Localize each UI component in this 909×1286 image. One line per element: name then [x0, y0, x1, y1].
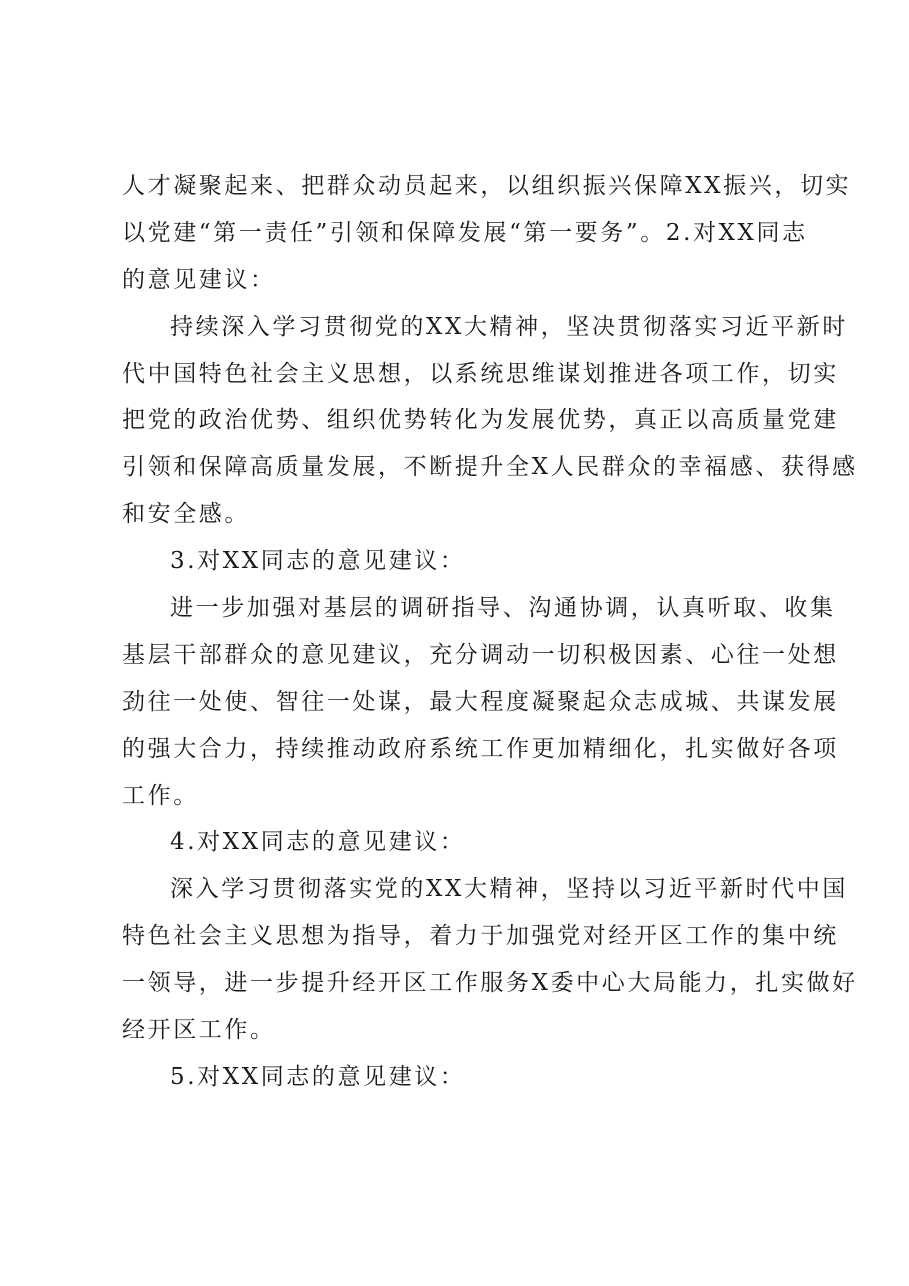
text-line: 以党建“第一责任”引领和保障发展“第一要务”。2.对XX同志 — [122, 219, 808, 246]
text-line: 3.对XX同志的意见建议： — [170, 548, 466, 575]
text-line: 工作。 — [122, 782, 199, 809]
text-line: 特色社会主义思想为指导，着力于加强党对经开区工作的集中统 — [122, 923, 839, 950]
text-line: 持续深入学习贯彻党的XX大精神，坚决贯彻落实习近平新时 — [170, 313, 848, 340]
text-line: 深入学习贯彻落实党的XX大精神，坚持以习近平新时代中国 — [170, 876, 848, 903]
text-line: 的强大合力，持续推动政府系统工作更加精细化，扎实做好各项 — [122, 735, 839, 762]
text-line: 引领和保障高质量发展，不断提升全X人民群众的幸福感、获得感 — [122, 454, 858, 481]
document-body — [122, 163, 858, 1101]
text-line: 进一步加强对基层的调研指导、沟通协调，认真听取、收集 — [170, 595, 836, 622]
text-line: 把党的政治优势、组织优势转化为发展优势，真正以高质量党建 — [122, 407, 839, 434]
text-line: 4.对XX同志的意见建议： — [170, 829, 466, 856]
text-line: 基层干部群众的意见建议，充分调动一切积极因素、心往一处想 — [122, 641, 839, 668]
text-line: 代中国特色社会主义思想，以系统思维谋划推进各项工作，切实 — [122, 360, 839, 387]
text-line: 经开区工作。 — [122, 1017, 276, 1044]
text-line: 劲往一处使、智往一处谋，最大程度凝聚起众志成城、共谋发展 — [122, 688, 839, 715]
text-line: 5.对XX同志的意见建议： — [170, 1063, 466, 1090]
text-line: 人才凝聚起来、把群众动员起来，以组织振兴保障XX振兴，切实 — [122, 173, 852, 199]
text-line: 的意见建议： — [122, 266, 276, 293]
text-line: 一领导，进一步提升经开区工作服务X委中心大局能力，扎实做好 — [122, 970, 858, 997]
text-line: 和安全感。 — [122, 501, 250, 528]
